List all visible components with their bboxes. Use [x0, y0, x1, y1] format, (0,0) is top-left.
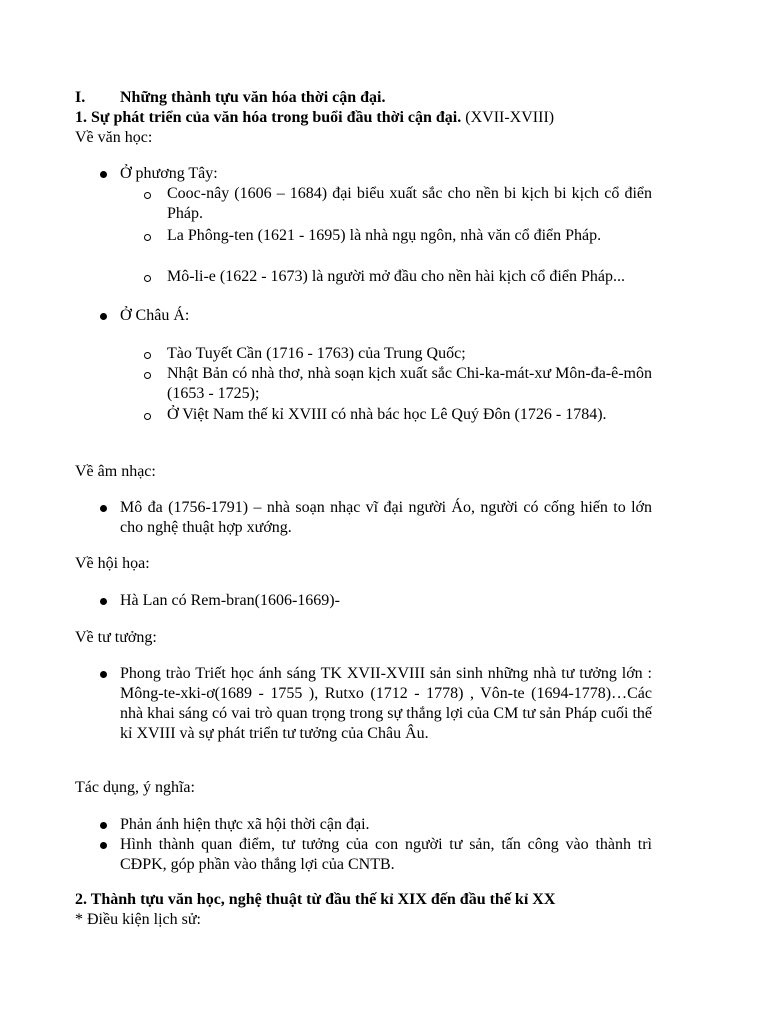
sub-item-text: Mô-li-e (1622 - 1673) là người mở đầu cho nền hài kịch cổ điển Pháp... — [167, 268, 625, 285]
sub-item-moliere — [167, 267, 652, 287]
bullet-significance-2 — [120, 835, 652, 875]
bullet-dot — [100, 313, 107, 320]
subheading-1-period: (XVII-XVIII) — [461, 109, 555, 126]
section-2-heading: 2. Thành tựu văn học, nghệ thuật từ đầu thế kỉ XIX đến đầu thế kỉ XX — [75, 891, 556, 908]
section-numeral: I. — [75, 89, 86, 106]
sub-item-text: La Phông-ten (1621 - 1695) là nhà ngụ ngôn, nhà văn cổ điển Pháp. — [167, 227, 602, 244]
sub-item-text: Cooc-nây (1606 – 1684) đại biểu xuất sắc cho nền bi kịch bi kịch cổ điển Pháp. — [167, 185, 652, 222]
subheading-1 — [75, 108, 554, 128]
painting-heading: Về hội họa: — [75, 555, 150, 572]
bullet-dot — [100, 171, 107, 178]
music-heading: Về âm nhạc: — [75, 463, 156, 480]
circle-bullet-icon — [144, 192, 151, 199]
bullet-text: Phong trào Triết học ánh sáng TK XVII-XVIII sản sinh những nhà tư tưởng lớn : Mông-te-xki-ơ(1689 - 1755 ), Rutxo (1712 - 1778) , Vôn-te (1694-1778)…Các nhà khai sáng có vai trò quan trọng trong sự thắng lợi của CM tư sản Pháp cuối thế kỉ XVIII và sự phát triển tư tưởng của Châu Âu. — [120, 665, 652, 742]
bullet-music — [120, 498, 652, 538]
bullet-dot — [100, 505, 107, 512]
bullet-west — [120, 164, 652, 184]
sub-item-le-quy-don — [167, 405, 652, 425]
sub-item-text: Tào Tuyết Cần (1716 - 1763) của Trung Quốc; — [167, 345, 466, 362]
section-title: Những thành tựu văn hóa thời cận đại. — [120, 89, 386, 106]
circle-bullet-icon — [144, 413, 151, 420]
subheading-1-bold: 1. Sự phát triển của văn hóa trong buổi đầu thời cận đại. — [75, 109, 462, 126]
sub-item-corneille — [167, 184, 652, 224]
bullet-significance-1 — [120, 815, 652, 835]
bullet-west-label: Ở phương Tây: — [120, 165, 218, 182]
bullet-dot — [100, 671, 107, 678]
sub-item-chikamatsu — [167, 364, 652, 404]
sub-item-text: Nhật Bản có nhà thơ, nhà soạn kịch xuất sắc Chi-ka-mát-xư Môn-đa-ê-môn (1653 - 1725); — [167, 365, 652, 402]
section-2-subheading: * Điều kiện lịch sử: — [75, 911, 201, 928]
literature-heading: Về văn học: — [75, 129, 153, 146]
sub-item-lafontaine — [167, 226, 652, 246]
bullet-thought — [120, 664, 652, 744]
bullet-text: Hình thành quan điểm, tư tưởng của con người tư sản, tấn công vào thành trì CĐPK, góp phần vào thắng lợi của CNTB. — [120, 836, 652, 873]
bullet-text: Mô đa (1756-1791) – nhà soạn nhạc vĩ đại người Áo, người có cống hiến to lớn cho nghệ thuật hợp xướng. — [120, 499, 652, 536]
bullet-painting — [120, 591, 652, 611]
significance-heading: Tác dụng, ý nghĩa: — [75, 779, 195, 796]
thought-heading: Về tư tưởng: — [75, 629, 157, 646]
bullet-asia — [120, 306, 652, 326]
bullet-asia-label: Ở Châu Á: — [120, 307, 190, 324]
bullet-dot — [100, 598, 107, 605]
bullet-dot — [100, 822, 107, 829]
circle-bullet-icon — [144, 275, 151, 282]
bullet-dot — [100, 842, 107, 849]
sub-item-text: Ở Việt Nam thế kỉ XVIII có nhà bác học Lê Quý Đôn (1726 - 1784). — [167, 406, 607, 423]
bullet-text: Phản ánh hiện thực xã hội thời cận đại. — [120, 816, 370, 833]
circle-bullet-icon — [144, 352, 151, 359]
bullet-text: Hà Lan có Rem-bran(1606-1669)- — [120, 592, 340, 609]
circle-bullet-icon — [144, 234, 151, 241]
circle-bullet-icon — [144, 372, 151, 379]
sub-item-cao-xueqin — [167, 344, 652, 364]
